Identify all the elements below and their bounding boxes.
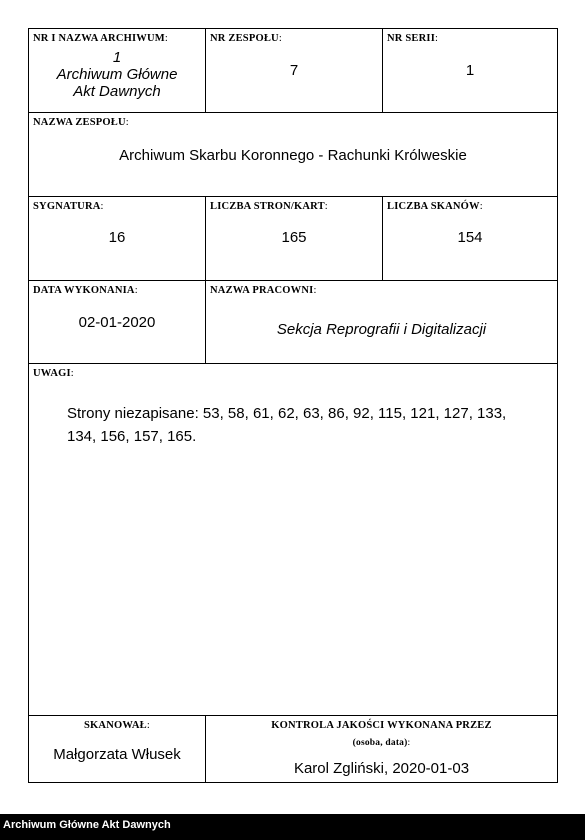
- archive-cell: [29, 29, 206, 112]
- pages-cell: [206, 197, 383, 280]
- pages-value: 165: [281, 229, 307, 246]
- qc-cell: [206, 716, 557, 782]
- qc-label: KONTROLA JAKOŚCI WYKONANA PRZEZ: [271, 720, 492, 731]
- date-cell: [29, 281, 206, 363]
- footer-text: Archiwum Główne Akt Dawnych: [3, 819, 171, 831]
- date-lab-row: [29, 281, 557, 364]
- archive-label: NR I NAZWA ARCHIWUM:: [33, 33, 168, 44]
- notes-text: [67, 402, 506, 448]
- scans-label: LICZBA SKANÓW:: [387, 201, 483, 212]
- qc-sublabel: (osoba, data):: [352, 738, 411, 748]
- fonds-name-label: NAZWA ZESPOŁU:: [33, 117, 129, 128]
- pages-label: LICZBA STRON/KART:: [210, 201, 328, 212]
- notes-line2: 134, 156, 157, 165.: [67, 428, 197, 445]
- lab-cell: [206, 281, 557, 363]
- fonds-number-cell: [206, 29, 383, 112]
- fonds-name-row: [29, 113, 557, 197]
- series-label: NR SERII:: [387, 33, 439, 44]
- signature-value: 16: [108, 229, 126, 246]
- notes-row: [29, 364, 557, 716]
- archive-name-line1: Archiwum Główne: [56, 66, 178, 83]
- lab-value: Sekcja Reprografii i Digitalizacji: [276, 321, 487, 338]
- date-label: DATA WYKONANIA:: [33, 285, 138, 296]
- fonds-number-label: NR ZESPOŁU:: [210, 33, 282, 44]
- scans-value: 154: [457, 229, 483, 246]
- notes-label: UWAGI:: [33, 368, 74, 379]
- scanned-by-cell: [29, 716, 206, 782]
- signature-cell: [29, 197, 206, 280]
- archive-info-row: [29, 29, 557, 113]
- series-value: 1: [465, 62, 475, 79]
- notes-line1: Strony niezapisane: 53, 58, 61, 62, 63, 86, 92, 115, 121, 127, 133,: [67, 405, 507, 422]
- archive-value: [29, 49, 205, 100]
- lab-label: NAZWA PRACOWNI:: [210, 285, 317, 296]
- archive-name-line2: Akt Dawnych: [73, 83, 161, 100]
- scanned-by-value: Małgorzata Włusek: [53, 746, 181, 763]
- counts-row: [29, 197, 557, 281]
- fonds-name-value: Archiwum Skarbu Koronnego - Rachunki Królweskie: [119, 147, 467, 164]
- date-value: 02-01-2020: [78, 314, 156, 331]
- qc-value: Karol Zgliński, 2020-01-03: [293, 760, 470, 777]
- archival-metadata-form: [28, 28, 558, 783]
- footer-bar: [0, 814, 585, 840]
- scans-cell: [383, 197, 557, 280]
- fonds-number-value: 7: [289, 62, 299, 79]
- signature-label: SYGNATURA:: [33, 201, 104, 212]
- scanned-by-label: SKANOWAŁ:: [84, 720, 150, 731]
- series-cell: [383, 29, 557, 112]
- signoff-row: [29, 716, 557, 782]
- archive-number: 1: [112, 49, 122, 66]
